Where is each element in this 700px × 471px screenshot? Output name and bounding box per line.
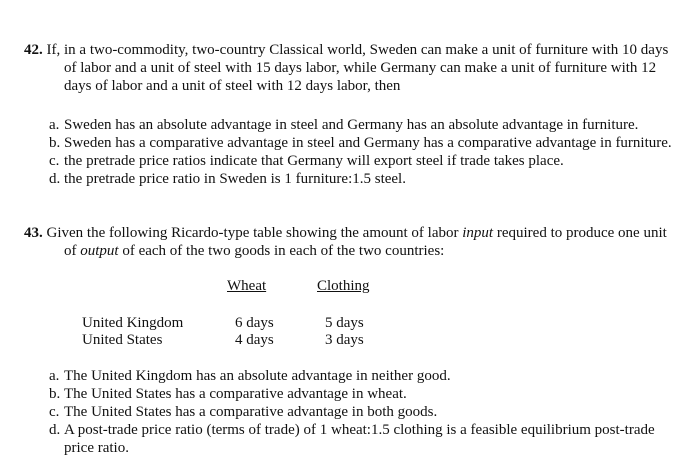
- question-43-stem: [24, 224, 679, 260]
- option-42-d: [24, 170, 679, 188]
- option-text: the pretrade price ratios indicate that Germany will export steel if trade takes place.: [64, 153, 564, 169]
- option-letter: d.: [49, 422, 61, 438]
- table-row: [0, 314, 700, 332]
- option-letter: c.: [49, 404, 60, 420]
- question-43-text-3: of each of the two goods in each of the two countries:: [118, 243, 445, 259]
- question-43-text-1: Given the following Ricardo-type table showing the amount of labor: [46, 225, 463, 241]
- option-43-a: [24, 367, 679, 385]
- option-43-c: [24, 403, 679, 421]
- option-43-b: [24, 385, 679, 403]
- option-text: Sweden has a comparative advantage in steel and Germany has a comparative advantage in furniture.: [64, 135, 672, 151]
- option-42-a: [24, 116, 679, 134]
- option-letter: b.: [49, 386, 61, 402]
- option-text: The United Kingdom has an absolute advantage in neither good.: [64, 368, 451, 384]
- option-text: The United States has a comparative advantage in wheat.: [64, 386, 407, 402]
- row-country: United Kingdom: [82, 315, 184, 331]
- option-43-d: [24, 421, 679, 457]
- option-42-b: [24, 134, 679, 152]
- option-text: The United States has a comparative advantage in both goods.: [64, 404, 438, 420]
- option-letter: c.: [49, 153, 60, 169]
- option-letter: b.: [49, 135, 61, 151]
- question-42-options: [24, 116, 679, 188]
- option-42-c: [24, 152, 679, 170]
- cell-wheat: 6 days: [235, 315, 274, 331]
- question-43: [24, 224, 679, 260]
- question-43-options: [24, 367, 679, 457]
- option-letter: d.: [49, 171, 61, 187]
- row-country: United States: [82, 332, 163, 348]
- column-header-clothing: Clothing: [317, 278, 370, 294]
- emphasis-output: output: [80, 243, 119, 259]
- cell-wheat: 4 days: [235, 332, 274, 348]
- question-42-stem: [24, 41, 679, 95]
- option-text: the pretrade price ratio in Sweden is 1 furniture:1.5 steel.: [64, 171, 406, 187]
- option-text: Sweden has an absolute advantage in steel and Germany has an absolute advantage in furniture.: [64, 117, 639, 133]
- question-42-text: If, in a two-commodity, two-country Classical world, Sweden can make a unit of furniture with 10 days of labor and a unit of steel with 15 days labor, while Germany can make a unit of furniture with 12 days of labor and a unit of steel with 12 days labor, then: [46, 42, 669, 94]
- question-43-text-2: required to produce one unit of: [64, 225, 667, 259]
- cell-clothing: 3 days: [325, 332, 364, 348]
- labor-table-header: [0, 277, 700, 295]
- option-letter: a.: [49, 368, 60, 384]
- cell-clothing: 5 days: [325, 315, 364, 331]
- question-42: [24, 41, 679, 95]
- option-text: A post-trade price ratio (terms of trade) of 1 wheat:1.5 clothing is a feasible equilibrium post-trade price ratio.: [64, 422, 655, 456]
- option-letter: a.: [49, 117, 60, 133]
- table-row: [0, 331, 700, 349]
- question-43-number: 43.: [24, 225, 43, 241]
- column-header-wheat: Wheat: [227, 278, 267, 294]
- question-42-number: 42.: [24, 42, 43, 58]
- emphasis-input: input: [462, 225, 494, 241]
